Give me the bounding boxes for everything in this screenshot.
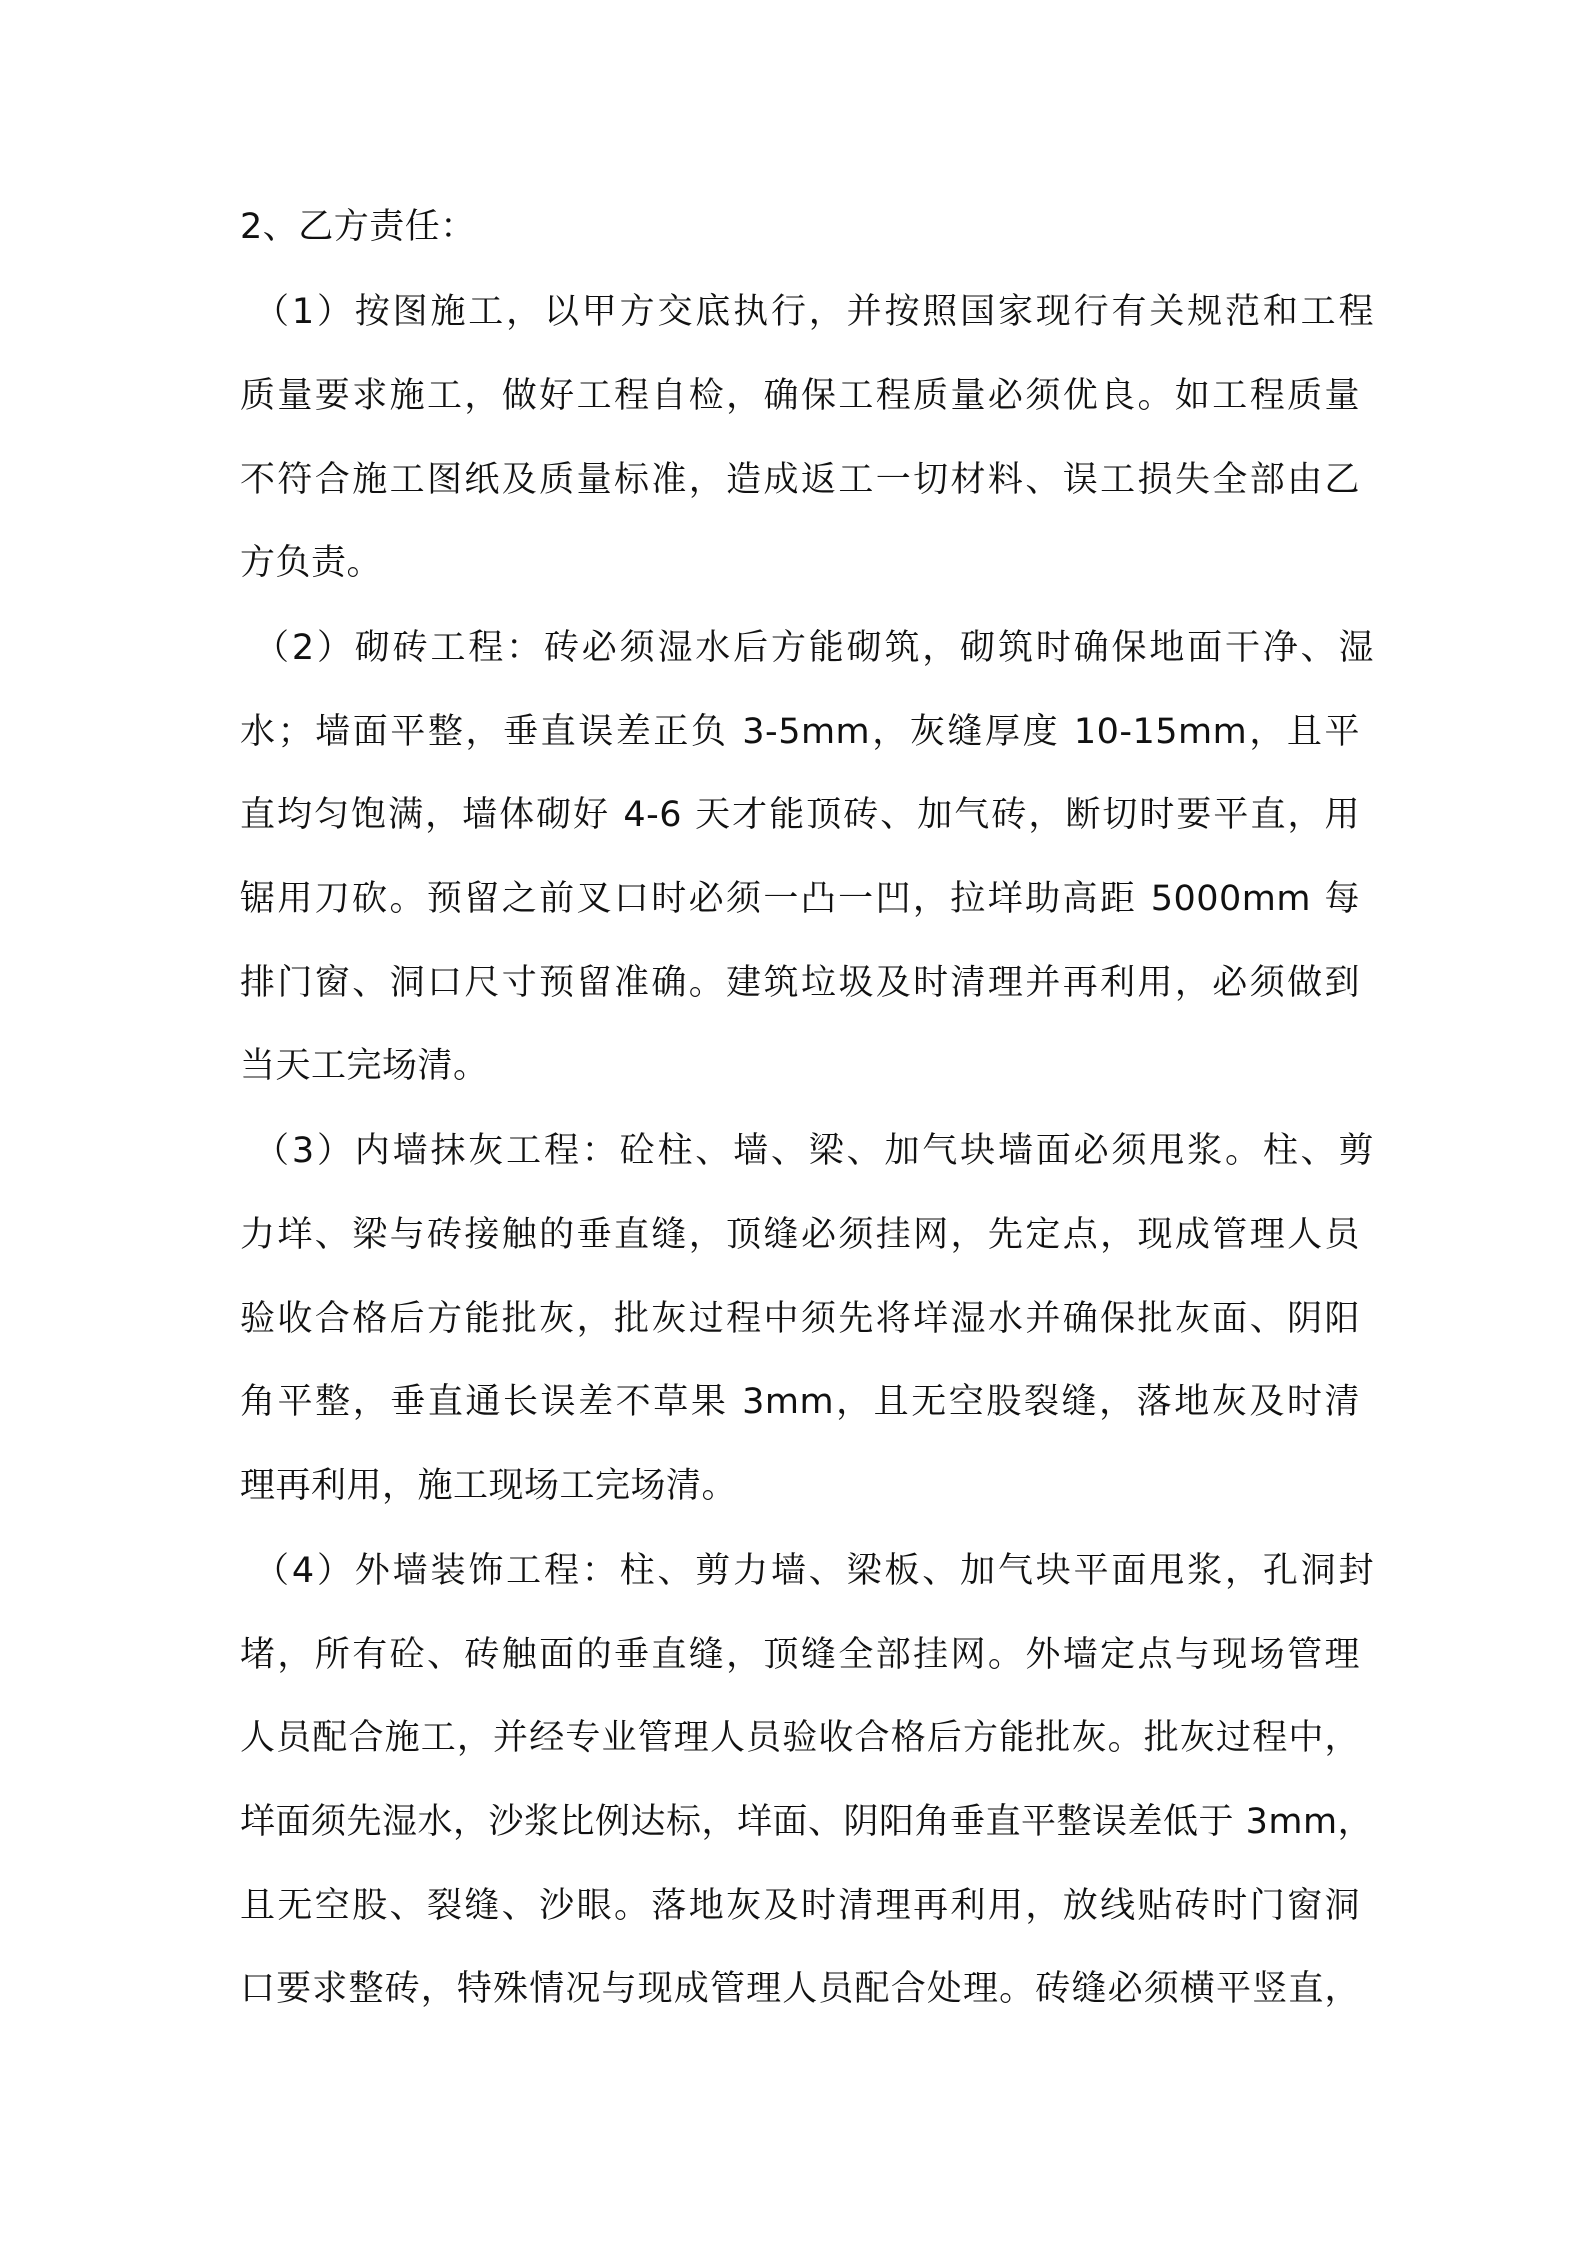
paragraph-4-line-2: 堵，所有砼、砖触面的垂直缝，顶缝全部挂网。外墙定点与现场管理 <box>240 1635 1360 1675</box>
paragraph-1-line-4: 方负责。 <box>240 543 383 583</box>
paragraph-1-line-3: 不符合施工图纸及质量标准，造成返工一切材料、误工损失全部由乙 <box>240 460 1360 500</box>
paragraph-4-line-3: 人员配合施工，并经专业管理人员验收合格后方能批灰。批灰过程中， <box>240 1718 1360 1758</box>
paragraph-2-line-4: 锯用刀砍。预留之前叉口时必须一凸一凹，拉垟助高距 5000mm 每 <box>240 879 1360 919</box>
paragraph-4-line-1: （4）外墙装饰工程：柱、剪力墙、梁板、加气块平面甩浆，孔洞封 <box>254 1551 1374 1591</box>
paragraph-3-line-3: 验收合格后方能批灰，批灰过程中须先将垟湿水并确保批灰面、阴阳 <box>240 1299 1360 1339</box>
paragraph-3-line-5: 理再利用，施工现场工完场清。 <box>240 1466 738 1506</box>
paragraph-1-line-1: （1）按图施工，以甲方交底执行，并按照国家现行有关规范和工程 <box>254 292 1374 332</box>
paragraph-2-line-2: 水；墙面平整，垂直误差正负 3-5mm，灰缝厚度 10-15mm，且平 <box>240 712 1360 752</box>
paragraph-4-line-5: 且无空股、裂缝、沙眼。落地灰及时清理再利用，放线贴砖时门窗洞 <box>240 1886 1360 1926</box>
paragraph-3-line-4: 角平整，垂直通长误差不草果 3mm，且无空股裂缝，落地灰及时清 <box>240 1382 1360 1422</box>
paragraph-2-line-6: 当天工完场清。 <box>240 1046 489 1086</box>
paragraph-2-line-1: （2）砌砖工程：砖必须湿水后方能砌筑，砌筑时确保地面干净、湿 <box>254 628 1374 668</box>
paragraph-4-line-6: 口要求整砖，特殊情况与现成管理人员配合处理。砖缝必须横平竖直， <box>240 1969 1360 2009</box>
paragraph-2-line-3: 直均匀饱满，墙体砌好 4-6 天才能顶砖、加气砖，断切时要平直，用 <box>240 795 1360 835</box>
section-heading: 2、乙方责任： <box>240 207 476 247</box>
paragraph-2-line-5: 排门窗、洞口尺寸预留准确。建筑垃圾及时清理并再利用，必须做到 <box>240 963 1360 1003</box>
paragraph-3-line-1: （3）内墙抹灰工程：砼柱、墙、梁、加气块墙面必须甩浆。柱、剪 <box>254 1131 1374 1171</box>
paragraph-3-line-2: 力垟、梁与砖接触的垂直缝，顶缝必须挂网，先定点，现成管理人员 <box>240 1215 1360 1255</box>
paragraph-4-line-4: 垟面须先湿水，沙浆比例达标，垟面、阴阳角垂直平整误差低于 3mm， <box>240 1802 1374 1842</box>
paragraph-1-line-2: 质量要求施工，做好工程自检，确保工程质量必须优良。如工程质量 <box>240 376 1360 416</box>
